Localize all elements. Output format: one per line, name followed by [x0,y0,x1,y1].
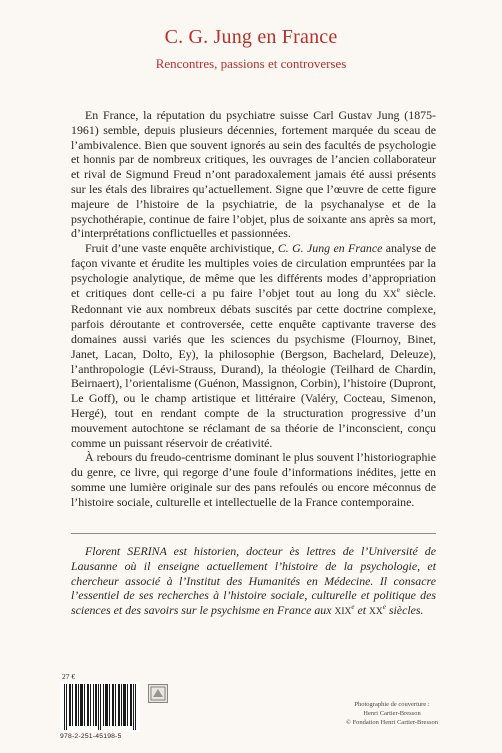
bio-start: Florent SERINA est historien, docteur ès lettres de l’Université de Lausanne où il enseigne actuellement l’histoire de la psychologie, et chercheur associé à l’Institut des Humanités en Médecine. Il consacre l’essentiel de ses recherches à l’histoire sociale, culturelle et politique des sciences et des savoirs sur le psychisme en France aux [71,544,436,618]
blurb-p2-century-sup: e [396,285,400,294]
barcode [60,682,140,732]
credit-line-3: © Fondation Henri Cartier-Bresson [346,719,438,726]
divider [71,533,436,534]
blurb-p2-start: Fruit d’une vaste enquête archivistique, [85,241,278,256]
author-bio-paragraph [71,544,436,620]
blurb-p2-end: siècle. Redonnant vie aux nombreux débats suscités par cette doctrine complexe, parfois déroutante et controversée, cette enquête captivante traverse des domaines aussi variés que les sciences du psychisme (Flournoy, Binet, Janet, Lacan, Dolto, Ey), la philosophie (Bergson, Bachelard, Deleuze), l’anthropologie (Lévi-Strauss, Durand), la théologie (Teilhard de Chardin, Beirnaert), l’orientalisme (Guénon, Massignon, Corbin), l’histoire (Dupront, Le Goff), ou le champ artistique et littéraire (Valéry, Cocteau, Simenon, Hergé), tout en rendant compte de la structuration progressive d’un mouvement autochtone se réclamant de sa théorie de l’inconscient, conçu comme un puissant réservoir de créativité. [71,285,437,450]
bio-end: siècles. [385,603,424,618]
bio-century-20-sup: e [382,603,386,612]
price: 27 € [62,672,76,681]
blurb-paragraph-2 [71,241,436,450]
credit-line-2: Henri Cartier-Bresson [363,710,421,717]
author-bio [71,544,436,620]
bio-and: et [354,603,370,618]
credit-line-1: Photographie de couverture : [354,701,430,708]
blurb-p2-century: XX [382,289,397,300]
photo-credits [332,700,452,727]
publisher-logo-icon [148,684,168,703]
book-title: C. G. Jung en France [164,26,338,48]
blurb-p2-book-title: C. G. Jung en France [277,241,383,256]
book-subtitle: Rencontres, passions et controverses [155,56,347,71]
blurb-paragraph-1: En France, la réputation du psychiatre suisse Carl Gustav Jung (1875-1961) semble, depuis plusieurs décennies, fortement marquée du sceau de l’ambivalence. Bien que souvent ignorés au sein des facultés de psychologie et honnis par de nombreux critiques, les ouvrages de l’ancien collaborateur et rival de Sigmund Freud n’ont paradoxalement jamais été aussi présents sur les étals des libraires qu’actuellement. Signe que l’œuvre de cette figure majeure de l’histoire de la psychiatrie, de la psychanalyse et de la psychothérapie, continue de faire l’objet, plus de soixante ans après sa mort, d’interprétations conflictuelles et passionnées. [71,108,436,241]
bio-century-19: XIX [334,607,352,618]
blurb-text [71,108,436,510]
bio-century-20: XX [369,607,383,618]
bio-century-19-sup: e [351,603,355,612]
barcode-bars [60,682,140,732]
isbn: 978-2-251-45198-5 [60,733,122,740]
blurb-paragraph-3: À rebours du freudo-centrisme dominant le plus souvent l’historiographie du genre, ce livre, qui regorge d’une foule d’informations inédites, jette en somme une lumière originale sur des pans refoulés ou encore méconnus de l’histoire sociale, culturelle et intellectuelle de la France contemporaine. [71,450,436,509]
blurb-p2-mid: analyse de façon vivante et érudite les multiples voies de circulation empruntées par la psychologie analytique, de même que les différents modes d’appropriation et critiques dont celle-ci a pu faire l’objet tout au long du [71,241,437,300]
